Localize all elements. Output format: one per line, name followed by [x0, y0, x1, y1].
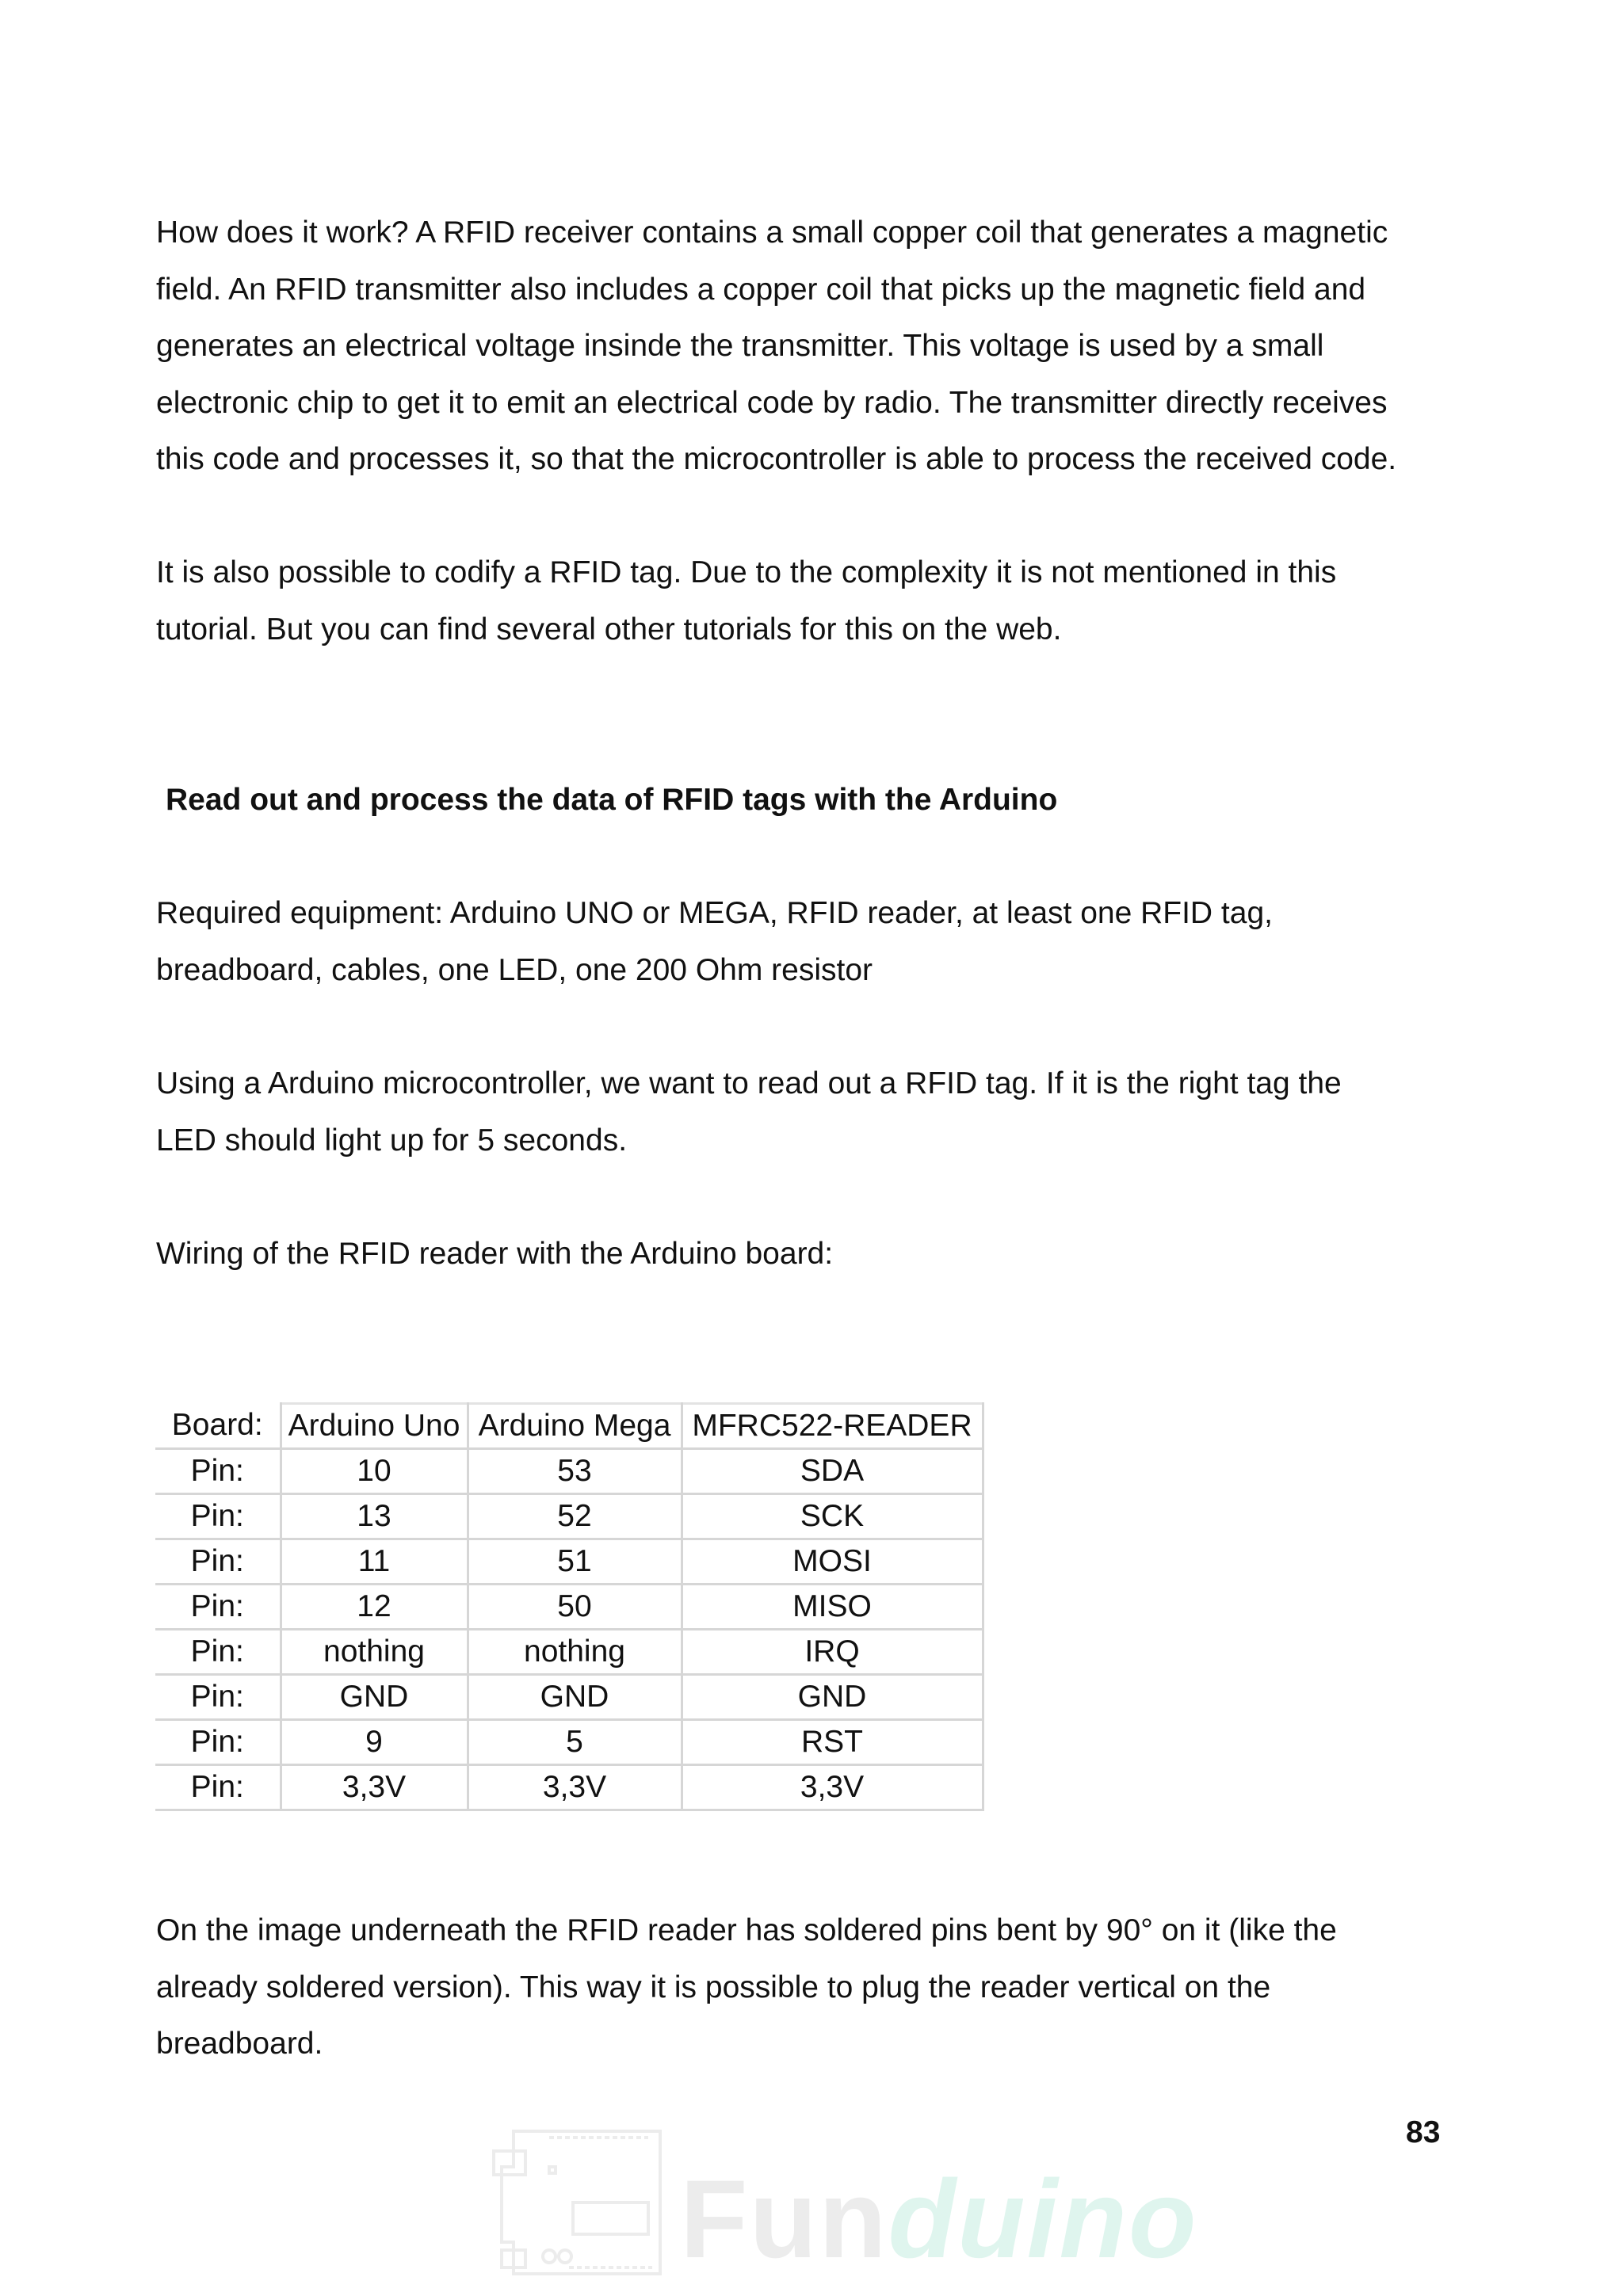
- table-cell: MOSI: [682, 1539, 983, 1585]
- table-cell: 53: [468, 1449, 682, 1494]
- table-cell: IRQ: [682, 1630, 983, 1675]
- table-cell: GND: [468, 1675, 682, 1720]
- table-cell: 11: [281, 1539, 468, 1585]
- paragraph-required-equipment: [156, 885, 1519, 998]
- table-cell: RST: [682, 1720, 983, 1765]
- table-cell: Pin:: [155, 1585, 281, 1630]
- text-line: Using a Arduino microcontroller, we want to read out a RFID tag. If it is the right tag the: [156, 1066, 1342, 1100]
- table-header-cell: Arduino Mega: [468, 1404, 682, 1449]
- table-cell: 3,3V: [682, 1765, 983, 1810]
- table-header-cell: MFRC522-READER: [682, 1404, 983, 1449]
- text-line: It is also possible to codify a RFID tag. Due to the complexity it is not mentioned in this: [156, 555, 1337, 589]
- text-line: breadboard.: [156, 2027, 323, 2061]
- watermark-text-fun: Fun: [680, 2157, 888, 2281]
- table-row: [155, 1765, 983, 1810]
- table-cell: MISO: [682, 1585, 983, 1630]
- paragraph-image-note: [156, 1902, 1519, 2073]
- text-line: breadboard, cables, one LED, one 200 Ohm resistor: [156, 952, 873, 987]
- table-cell: 5: [468, 1720, 682, 1765]
- table-header-cell: Arduino Uno: [281, 1404, 468, 1449]
- text-line: On the image underneath the RFID reader has soldered pins bent by 90° on it (like the: [156, 1913, 1337, 1947]
- table-cell: GND: [281, 1675, 468, 1720]
- table-cell: nothing: [468, 1630, 682, 1675]
- paragraph-wiring-intro: [156, 1226, 1519, 1283]
- page-number: 83: [1406, 2115, 1441, 2149]
- table-cell: SDA: [682, 1449, 983, 1494]
- table-cell: 9: [281, 1720, 468, 1765]
- table-cell: Pin:: [155, 1675, 281, 1720]
- table-cell: GND: [682, 1675, 983, 1720]
- table-header-cell: Board:: [155, 1404, 281, 1449]
- table-header-row: [155, 1404, 983, 1449]
- funduino-watermark: [490, 2123, 1198, 2282]
- paragraph-task-description: [156, 1055, 1519, 1169]
- table-row: [155, 1494, 983, 1539]
- table-cell: 52: [468, 1494, 682, 1539]
- table-row: [155, 1720, 983, 1765]
- table-row: [155, 1585, 983, 1630]
- watermark-text: [680, 2155, 1198, 2283]
- wiring-table: [155, 1402, 984, 1811]
- table-cell: 12: [281, 1585, 468, 1630]
- table-cell: Pin:: [155, 1449, 281, 1494]
- table-cell: 51: [468, 1539, 682, 1585]
- table-cell: 10: [281, 1449, 468, 1494]
- table-cell: 13: [281, 1494, 468, 1539]
- table-cell: Pin:: [155, 1720, 281, 1765]
- text-line: field. An RFID transmitter also includes a copper coil that picks up the magnetic field and: [156, 272, 1366, 307]
- text-line: Required equipment: Arduino UNO or MEGA, RFID reader, at least one RFID tag,: [156, 896, 1273, 930]
- table-cell: nothing: [281, 1630, 468, 1675]
- table-cell: Pin:: [155, 1539, 281, 1585]
- watermark-text-duino: duino: [888, 2157, 1198, 2281]
- section-heading: Read out and process the data of RFID tags with the Arduino: [166, 783, 1058, 817]
- table-row: [155, 1630, 983, 1675]
- table-row: [155, 1675, 983, 1720]
- table-cell: 3,3V: [468, 1765, 682, 1810]
- table-cell: 50: [468, 1585, 682, 1630]
- table-cell: SCK: [682, 1494, 983, 1539]
- table-cell: Pin:: [155, 1765, 281, 1810]
- table-cell: Pin:: [155, 1494, 281, 1539]
- paragraph-codify-tag: [156, 544, 1519, 658]
- table-cell: 3,3V: [281, 1765, 468, 1810]
- arduino-board-outline-icon: [490, 2123, 672, 2282]
- table-row: [155, 1539, 983, 1585]
- text-line: Wiring of the RFID reader with the Arduino board:: [156, 1237, 834, 1271]
- table-row: [155, 1449, 983, 1494]
- text-line: How does it work? A RFID receiver contains a small copper coil that generates a magnetic: [156, 215, 1388, 250]
- text-line: already soldered version). This way it is possible to plug the reader vertical on the: [156, 1970, 1271, 2004]
- paragraph-how-it-works: [156, 204, 1519, 488]
- text-line: tutorial. But you can find several other tutorials for this on the web.: [156, 612, 1062, 646]
- table-cell: Pin:: [155, 1630, 281, 1675]
- text-line: LED should light up for 5 seconds.: [156, 1123, 628, 1158]
- text-line: this code and processes it, so that the microcontroller is able to process the received code.: [156, 442, 1397, 476]
- text-line: electronic chip to get it to emit an electrical code by radio. The transmitter directly receives: [156, 385, 1388, 420]
- text-line: generates an electrical voltage insinde the transmitter. This voltage is used by a small: [156, 329, 1324, 363]
